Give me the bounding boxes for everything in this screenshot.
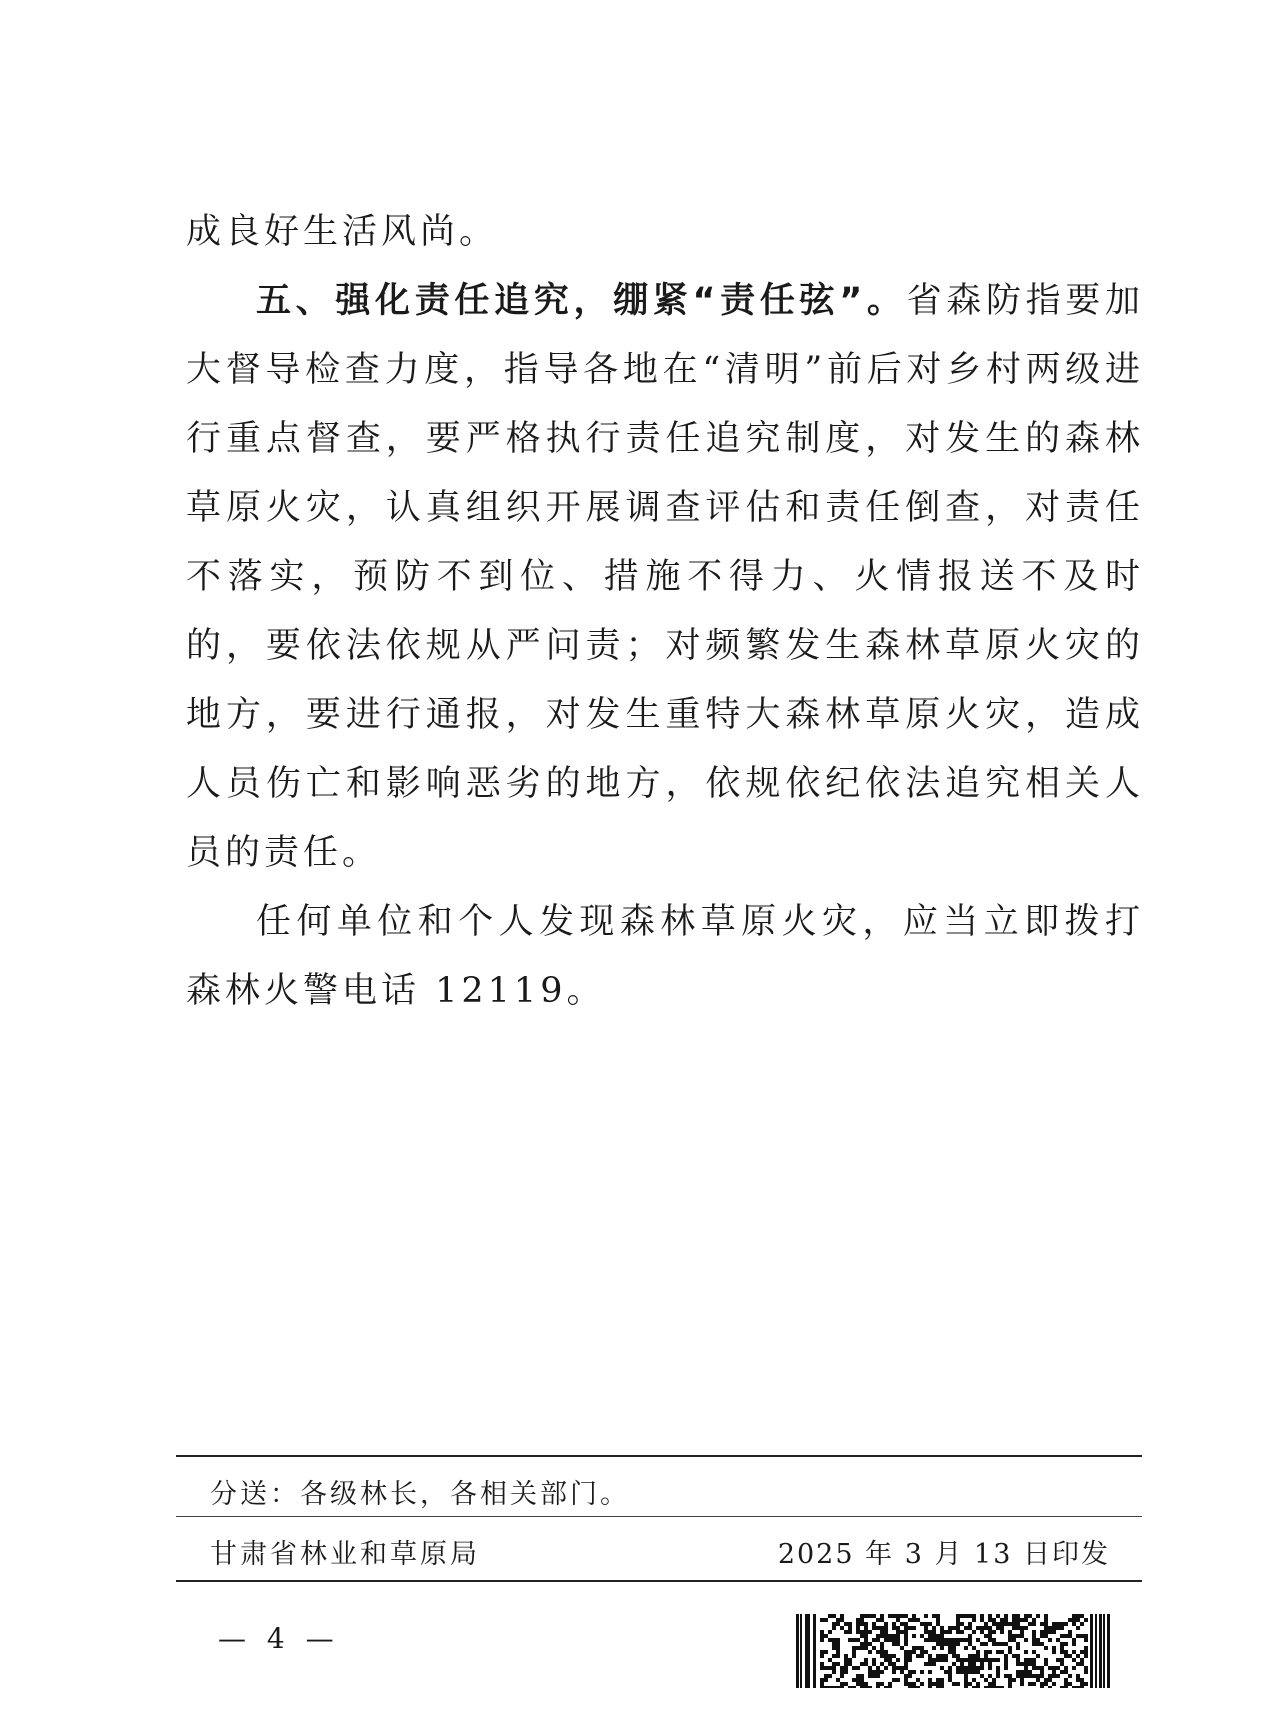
paragraph-continuation: 成良好生活风尚。 (186, 212, 499, 252)
section-text: 省森防指要加大督导检查力度，指导各地在“清明”前后对乡村两级进行重点督查，要严格执行责任追究制度，对发生的森林草原火灾，认真组织开展调查评估和责任倒查，对责任不落实，预防不到位、措施不得力、火情报送不及时的，要依法依规从严问责；对频繁发生森林草原火灾的地方，要进行通报，对发生重特大森林草原火灾，造成人员伤亡和影响恶劣的地方，依规依纪依法追究相关人员的责任。 (186, 281, 1144, 873)
issuing-authority: 甘肃省林业和草原局 (210, 1539, 480, 1570)
paragraph-hotline: 任何单位和个人发现森林草原火灾，应当立即拨打森林火警电话 12119。 (186, 902, 1144, 1011)
footer-top-rule (176, 1455, 1142, 1457)
document-body (186, 198, 1144, 1026)
barcode-icon (796, 1614, 1110, 1688)
distribution-list: 分送：各级林长，各相关部门。 (210, 1479, 630, 1510)
issue-date: 2025 年 3 月 13 日印发 (777, 1539, 1110, 1570)
footer-middle-rule (176, 1516, 1142, 1517)
page-number: — 4 — (218, 1622, 340, 1655)
paragraph-responsibility (186, 267, 1144, 888)
footer-bottom-rule (176, 1580, 1142, 1582)
section-heading: 五、强化责任追究，绷紧“责任弦”。 (256, 281, 907, 321)
